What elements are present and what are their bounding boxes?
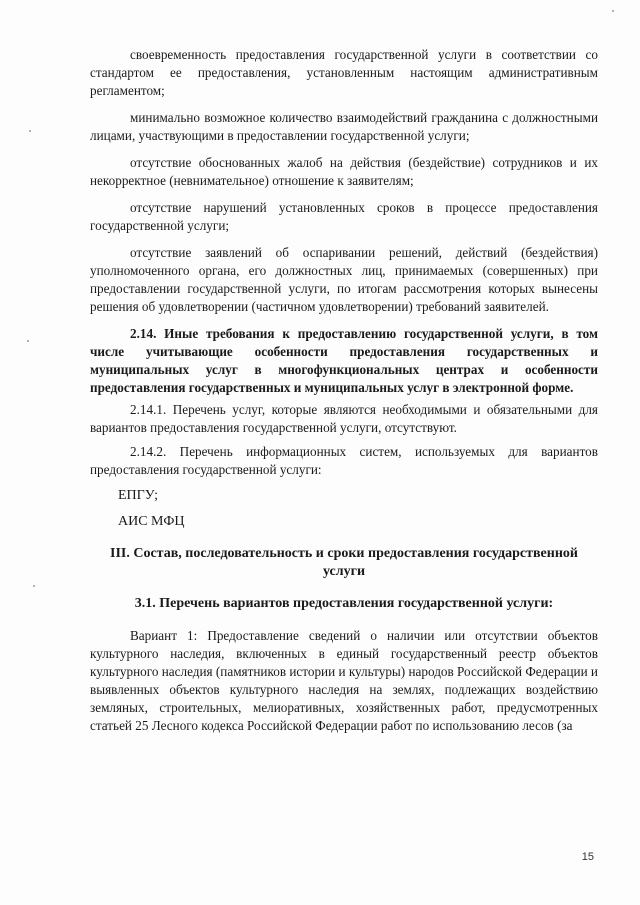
paragraph-min-interactions: минимально возможное количество взаимодействий гражданина с должностными лицами, участвующими в предоставлении государственной услуги; <box>90 110 598 143</box>
scan-speck <box>33 585 35 587</box>
list-item-ais-mfc: АИС МФЦ <box>118 514 185 529</box>
scan-speck <box>29 130 31 132</box>
paragraph-no-complaints: отсутствие обоснованных жалоб на действия (бездействие) сотрудников и их некорректное (невнимательное) отношение к заявителям; <box>90 155 598 188</box>
section-3-heading: III. Состав, последовательность и сроки предоставления государственной услуги <box>110 546 578 579</box>
section-3-1-heading: 3.1. Перечень вариантов предоставления государственной услуги: <box>134 596 554 611</box>
paragraph-no-appeals: отсутствие заявлений об оспаривании решений, действий (бездействия) уполномоченного органа, его должностных лиц, принимаемых (совершенных) при предоставлении государственной услуги, по итогам рассмотрения которых вынесены решения об удовлетворении (частичном удовлетворении) требований заявителей. <box>90 245 598 314</box>
section-2-14-1: 2.14.1. Перечень услуг, которые являются необходимыми и обязательными для вариантов предоставления государственной услуги, отсутствуют. <box>90 402 598 435</box>
section-2-14-heading: 2.14. Иные требования к предоставлению государственной услуги, в том числе учитывающие особенности предоставления государственных и муниципальных услуг в многофункциональных центрах и особенности предоставления государственных и муниципальных услуг в электронной форме. <box>90 326 598 395</box>
page-content <box>90 46 598 744</box>
list-item-epgu: ЕПГУ; <box>118 488 159 503</box>
paragraph-no-deadline-violations: отсутствие нарушений установленных сроков в процессе предоставления государственной услуги; <box>90 200 598 233</box>
section-2-14-2: 2.14.2. Перечень информационных систем, используемых для вариантов предоставления государственной услуги: <box>90 444 598 477</box>
page-number: 15 <box>581 851 594 863</box>
paragraph-variant-1: Вариант 1: Предоставление сведений о наличии или отсутствии объектов культурного наследия, включенных в единый государственный реестр объектов культурного наследия (памятников истории и культуры) народов Российской Федерации и выявленных объектов культурного наследия на землях, подлежащих воздействию земляных, строительных, мелиоративных, хозяйственных работ, предусмотренных статьей 25 Лесного кодекса Российской Федерации работ по использованию лесов (за <box>90 628 598 733</box>
paragraph-timeliness: своевременность предоставления государственной услуги в соответствии со стандартом ее предоставления, установленным настоящим административным регламентом; <box>90 47 598 98</box>
scan-speck <box>612 10 614 12</box>
scan-speck <box>27 340 29 342</box>
